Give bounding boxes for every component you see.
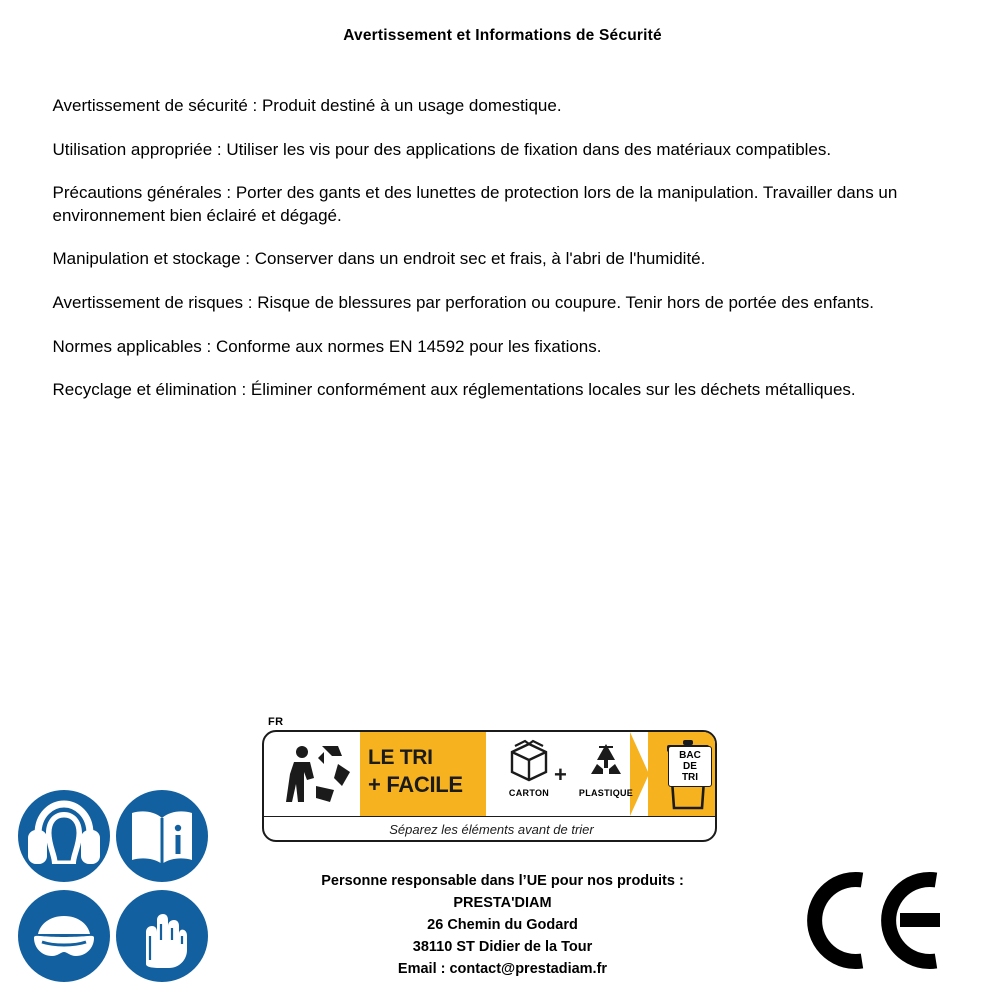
recycling-label-card xyxy=(262,730,717,842)
read-instructions-icon xyxy=(116,790,208,882)
responsible-person-prefix: Personne responsable dans l’ xyxy=(321,873,527,889)
paragraph-general-precautions: Précautions générales : Porter des gants et des lunettes de protection lors de la manipulation. Travailler dans un environnement bien éclairé et dégagé. xyxy=(52,183,898,225)
page-title: Avertissement et Informations de Sécurité xyxy=(343,27,662,44)
company-city: 38110 ST Didier de la Tour xyxy=(412,939,593,956)
material-plastique xyxy=(569,738,643,798)
paragraph-safety-warning: Avertissement de sécurité : Produit destiné à un usage domestique. xyxy=(52,96,562,115)
recycling-label xyxy=(262,716,722,842)
label-headline-line1: LE TRI xyxy=(368,746,433,769)
label-footer-text: Séparez les éléments avant de trier xyxy=(264,816,717,842)
ear-protection-icon xyxy=(18,790,110,882)
label-headline xyxy=(368,745,486,799)
paragraph-risk-warning: Avertissement de risques : Risque de blessures par perforation ou coupure. Tenir hors de portée des enfants. xyxy=(52,293,875,313)
paragraph-handling-storage: Manipulation et stockage : Conserver dans un endroit sec et frais, à l'abri de l'humidité. xyxy=(52,249,706,269)
company-email: Email : contact@prestadiam.fr xyxy=(397,961,608,978)
bin-label-line3: TRI xyxy=(681,772,699,783)
paragraph-recycling-disposal: Recyclage et élimination : Éliminer conformément aux réglementations locales sur les déchets métalliques. xyxy=(52,380,856,400)
material-plastique-label: PLASTIQUE xyxy=(578,788,634,798)
paragraph-applicable-standards: Normes applicables : Conforme aux normes EN 14592 pour les fixations. xyxy=(52,336,602,356)
language-tag: FR xyxy=(268,716,284,728)
bin-label-line2: DE xyxy=(683,761,697,772)
label-headline-line2: + FACILE xyxy=(368,772,463,798)
ce-conformity-mark xyxy=(800,868,950,973)
responsible-person-suffix: pour nos produits : xyxy=(546,873,684,889)
company-name: PRESTA'DIAM xyxy=(453,895,552,912)
company-street: 26 Chemin du Godard xyxy=(427,917,578,934)
safety-information-body xyxy=(53,45,953,402)
paragraph-appropriate-use: Utilisation appropriée : Utiliser les vis pour des applications de fixation dans des matériaux compatibles. xyxy=(52,139,832,159)
plus-symbol: + xyxy=(554,762,567,787)
triman-icon xyxy=(272,738,356,812)
responsible-person-region: UE xyxy=(526,873,547,889)
bin-label xyxy=(668,746,712,787)
material-carton-label: CARTON xyxy=(508,788,550,798)
bin-label-line1: BAC xyxy=(679,750,701,761)
recycling-triangle-icon xyxy=(569,738,643,782)
